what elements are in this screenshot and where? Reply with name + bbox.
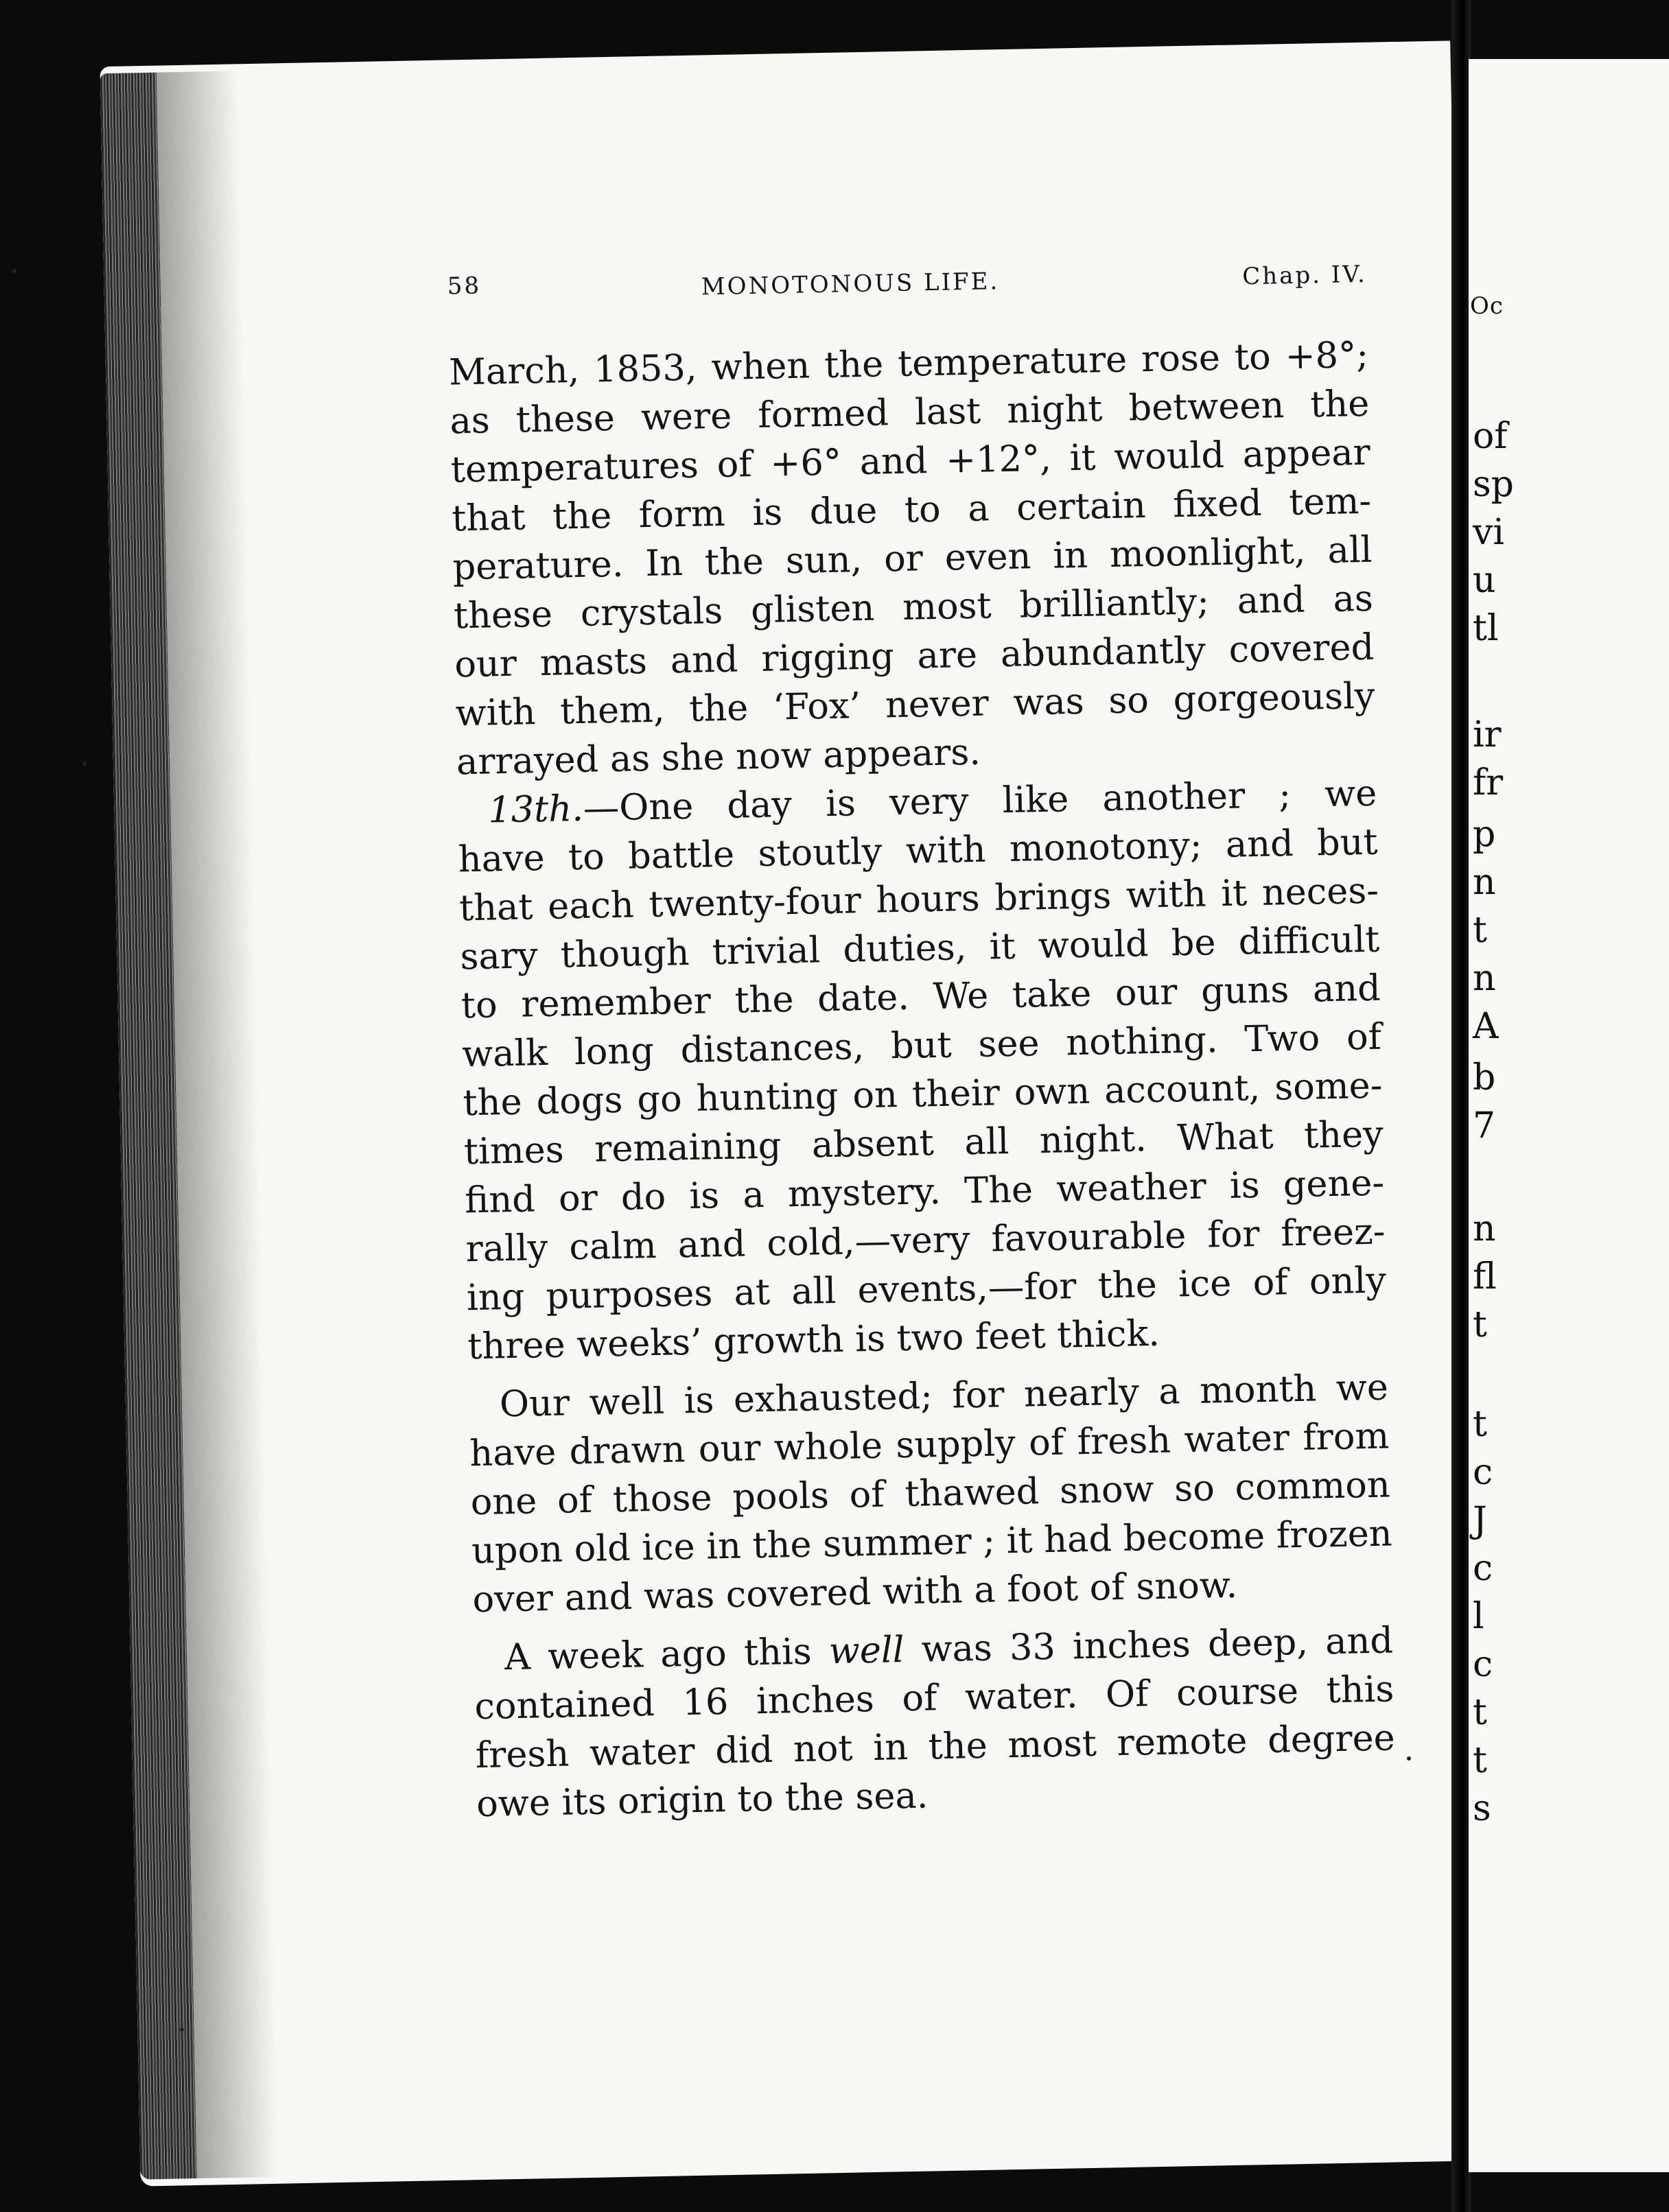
page-text-block — [447, 255, 1396, 1828]
text-line: that each twenty-four hours brings with it neces- — [458, 869, 1379, 930]
text-line: our masts and rigging are abundantly covered — [454, 626, 1375, 686]
text-line: owe its origin to the sea. — [476, 1774, 929, 1826]
text-fragment: ir — [1473, 714, 1502, 755]
running-head — [447, 255, 1367, 314]
text-fragment: vi — [1473, 512, 1505, 553]
page-number: 58 — [447, 272, 482, 301]
scan-speck — [180, 2027, 184, 2032]
text-line: Our well is exhausted; for nearly a month we — [499, 1366, 1389, 1426]
text-line: to remember the date. We take our guns and — [460, 967, 1381, 1027]
text-fragment: t — [1473, 1692, 1487, 1733]
text-line: perature. In the sun, or even in moonlight, all — [452, 528, 1373, 589]
left-page — [100, 40, 1491, 2186]
text-line: have drawn our whole supply of fresh water from — [469, 1415, 1390, 1475]
text-line: ing purposes at all events,—for the ice of only — [466, 1259, 1387, 1319]
text-fragment: p — [1473, 814, 1496, 855]
scan-speck — [1407, 1756, 1411, 1761]
text-fragment: t — [1473, 910, 1487, 951]
text-fragment: fr — [1473, 762, 1504, 803]
text-line: contained 16 inches of water. Of course this — [474, 1668, 1394, 1728]
text-line: over and was covered with a foot of snow. — [471, 1564, 1238, 1621]
text-line: find or do is a mystery. The weather is gene- — [464, 1162, 1385, 1222]
book-gutter — [1451, 0, 1471, 2212]
text-line: have to battle stoutly with monotony; and but — [458, 821, 1379, 881]
text-run: —One day is very like another ; we — [583, 772, 1377, 830]
text-line: times remaining absent all night. What they — [463, 1113, 1384, 1173]
text-line: one of those pools of thawed snow so common — [470, 1463, 1391, 1524]
running-title: MONOTONOUS LIFE. — [701, 268, 1000, 301]
diary-date: 13th. — [487, 787, 584, 832]
text-line: as these were formed last night between the — [449, 382, 1370, 443]
text-fragment: fl — [1473, 1256, 1497, 1297]
text-line: the dogs go hunting on their own account, some- — [463, 1064, 1383, 1125]
text-line: sary though trivial duties, it would be difficult — [459, 918, 1380, 978]
text-fragment: c — [1473, 1548, 1493, 1589]
paragraph-week-ago — [473, 1616, 1396, 1828]
chapter-label: Chap. IV. — [1241, 260, 1368, 291]
text-fragment: of — [1473, 416, 1508, 457]
text-fragment: c — [1473, 1644, 1493, 1685]
text-fragment: tl — [1473, 608, 1499, 649]
paragraph-well — [468, 1363, 1392, 1624]
text-fragment: n — [1473, 862, 1496, 903]
text-fragment: 7 — [1473, 1105, 1496, 1146]
right-running-head-fragment: Oc — [1470, 292, 1504, 320]
text-fragment: A — [1473, 1006, 1499, 1047]
scan-speck — [12, 269, 16, 273]
text-line: with them, the ‘Fox’ never was so gorgeously — [455, 674, 1376, 735]
scan-speck — [82, 762, 86, 766]
right-page-cropped — [1469, 59, 1669, 2172]
text-line: that the form is due to a certain fixed tem- — [451, 480, 1372, 540]
text-run: A week ago this — [504, 1630, 830, 1679]
text-line: upon old ice in the summer ; it had become frozen — [471, 1512, 1393, 1573]
text-run: was 33 inches deep, and — [903, 1619, 1394, 1671]
text-fragment: c — [1473, 1452, 1493, 1493]
text-fragment: sp — [1473, 464, 1514, 505]
text-line: temperatures of +6° and +12°, it would appear — [450, 431, 1371, 491]
text-fragment: u — [1473, 560, 1496, 601]
text-line: rally calm and cold,—very favourable for freez- — [465, 1210, 1386, 1271]
text-fragment: s — [1473, 1788, 1491, 1829]
text-line: arrayed as she now appears. — [456, 731, 981, 784]
text-fragment: t — [1473, 1404, 1487, 1445]
text-fragment: t — [1473, 1304, 1487, 1345]
text-fragment: l — [1473, 1596, 1484, 1637]
text-fragment: J — [1473, 1500, 1487, 1541]
emphasis: well — [828, 1629, 905, 1673]
text-line: walk long distances, but see nothing. Two of — [461, 1015, 1382, 1076]
text-fragment: n — [1473, 1208, 1496, 1249]
text-fragment: n — [1473, 958, 1496, 999]
text-line: March, 1853, when the temperature rose to +8°; — [448, 333, 1369, 394]
text-fragment: b — [1473, 1057, 1496, 1098]
text-fragment: t — [1473, 1740, 1487, 1781]
text-line: fresh water did not in the most remote degree — [475, 1717, 1396, 1777]
paragraph-continuation — [448, 331, 1376, 787]
paragraph-13th — [457, 769, 1388, 1372]
text-line: three weeks’ growth is two feet thick. — [467, 1312, 1160, 1368]
text-line: these crystals glisten most brilliantly; and as — [453, 577, 1374, 637]
